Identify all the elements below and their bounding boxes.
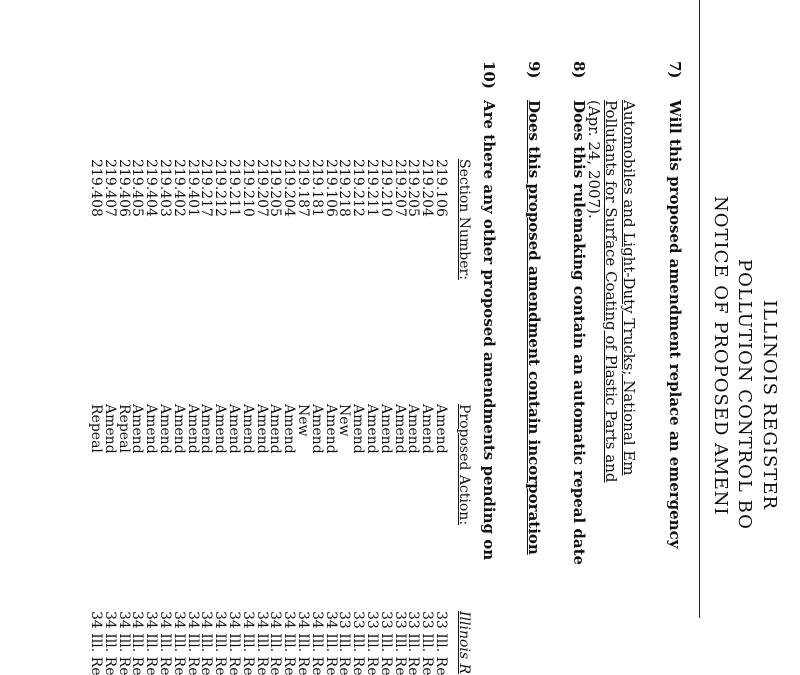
cell-proposed-action: Repeal (115, 404, 132, 453)
cell-proposed-action: Amend (157, 404, 173, 454)
question-8-number: 8) (570, 61, 588, 79)
cell-proposed-action: Amend (170, 404, 187, 454)
header-section-number: Section Number: (456, 159, 472, 280)
cell-section-number: 219.187 (295, 159, 311, 217)
question-7-number: 7) (666, 61, 684, 79)
cell-illinois-register: 34 Ill. Re (157, 611, 173, 675)
cell-proposed-action: New (336, 404, 353, 437)
cell-section-number: 219.407 (101, 159, 118, 217)
cell-section-number: 219.405 (129, 159, 146, 217)
cell-section-number: 219.205 (405, 159, 422, 217)
cell-illinois-register: 34 Ill. Re (322, 611, 339, 675)
cell-illinois-register: 34 Ill. Re (88, 611, 104, 675)
cell-illinois-register: 33 Ill. Re (336, 611, 353, 675)
paragraph-line-1: Automobiles and Light-Duty Trucks; National Em (620, 100, 638, 476)
cell-section-number: 219.406 (115, 159, 132, 217)
cell-section-number: 219.404 (143, 159, 160, 217)
cell-illinois-register: 33 Ill. Re (433, 611, 449, 675)
cell-proposed-action: New (295, 404, 311, 437)
cell-proposed-action: Amend (226, 404, 242, 454)
cell-illinois-register: 34 Ill. Re (239, 611, 256, 675)
cell-section-number: 219.181 (308, 159, 325, 217)
cell-proposed-action: Amend (281, 404, 298, 454)
cell-section-number: 219.403 (157, 159, 173, 217)
question-9-text: Does this proposed amendment contain incorporation (525, 100, 543, 555)
cell-section-number: 219.401 (184, 159, 201, 217)
header-illinois-register: Illinois R (456, 611, 472, 675)
cell-section-number: 219.106 (322, 159, 339, 217)
cell-proposed-action: Amend (101, 404, 118, 454)
cell-proposed-action: Amend (433, 404, 449, 454)
cell-section-number: 219.210 (377, 159, 394, 217)
cell-illinois-register: 34 Ill. Re (295, 611, 311, 675)
cell-section-number: 219.218 (336, 159, 353, 217)
cell-proposed-action: Amend (253, 404, 270, 454)
notice-title: NOTICE OF PROPOSED AMENI (710, 196, 731, 516)
cell-illinois-register: 34 Ill. Re (143, 611, 160, 675)
cell-section-number: 219.207 (391, 159, 408, 217)
cell-proposed-action: Amend (198, 404, 215, 454)
cell-illinois-register: 33 Ill. Re (377, 611, 394, 675)
cell-proposed-action: Repeal (88, 404, 104, 453)
cell-proposed-action: Amend (212, 404, 229, 454)
cell-proposed-action: Amend (267, 404, 284, 454)
cell-section-number: 219.207 (253, 159, 270, 217)
cell-illinois-register: 34 Ill. Re (253, 611, 270, 675)
cell-proposed-action: Amend (377, 404, 394, 454)
cell-illinois-register: 34 Ill. Re (308, 611, 325, 675)
question-7-text: Will this proposed amendment replace an emergency (666, 100, 684, 549)
cell-illinois-register: 33 Ill. Re (350, 611, 367, 675)
header-proposed-action: Proposed Action: (456, 404, 472, 526)
cell-illinois-register: 34 Ill. Re (129, 611, 146, 675)
cell-proposed-action: Amend (322, 404, 339, 454)
cell-proposed-action: Amend (184, 404, 201, 454)
cell-section-number: 219.212 (212, 159, 229, 217)
question-9-number: 9) (525, 61, 543, 79)
cell-section-number: 219.210 (239, 159, 256, 217)
cell-illinois-register: 34 Ill. Re (226, 611, 242, 675)
cell-section-number: 219.212 (350, 159, 367, 217)
paragraph-line-3: (Apr. 24, 2007). (585, 100, 603, 219)
cell-section-number: 219.205 (267, 159, 284, 217)
cell-illinois-register: 33 Ill. Re (405, 611, 422, 675)
cell-section-number: 219.211 (364, 159, 380, 217)
cell-illinois-register: 33 Ill. Re (364, 611, 380, 675)
cell-proposed-action: Amend (364, 404, 380, 454)
cell-section-number: 219.408 (88, 159, 104, 217)
question-8-text: Does this rulemaking contain an automatic repeal date (570, 100, 588, 566)
cell-illinois-register: 34 Ill. Re (170, 611, 187, 675)
cell-proposed-action: Amend (239, 404, 256, 454)
header-rule (699, 0, 700, 618)
paragraph-line-2: Pollutants for Surface Coating of Plastic Parts and (602, 100, 620, 483)
cell-illinois-register: 34 Ill. Re (281, 611, 298, 675)
cell-illinois-register: 33 Ill. Re (391, 611, 408, 675)
cell-section-number: 219.217 (198, 159, 215, 217)
question-10-number: 10) (480, 61, 498, 89)
cell-proposed-action: Amend (419, 404, 436, 454)
cell-proposed-action: Amend (391, 404, 408, 454)
cell-section-number: 219.204 (419, 159, 436, 217)
cell-proposed-action: Amend (129, 404, 146, 454)
cell-proposed-action: Amend (308, 404, 325, 454)
cell-illinois-register: 33 Ill. Re (419, 611, 436, 675)
cell-section-number: 219.211 (226, 159, 242, 217)
board-title: POLLUTION CONTROL BO (734, 259, 755, 530)
cell-section-number: 219.402 (170, 159, 187, 217)
cell-proposed-action: Amend (350, 404, 367, 454)
question-10-text: Are there any other proposed amendments pending on (480, 100, 498, 561)
cell-illinois-register: 34 Ill. Re (115, 611, 132, 675)
cell-illinois-register: 34 Ill. Re (198, 611, 215, 675)
cell-illinois-register: 34 Ill. Re (212, 611, 229, 675)
cell-section-number: 219.106 (433, 159, 449, 217)
register-title: ILLINOIS REGISTER (759, 300, 780, 511)
cell-illinois-register: 34 Ill. Re (184, 611, 201, 675)
cell-proposed-action: Amend (143, 404, 160, 454)
cell-section-number: 219.204 (281, 159, 298, 217)
cell-illinois-register: 34 Ill. Re (101, 611, 118, 675)
cell-illinois-register: 34 Ill. Re (267, 611, 284, 675)
cell-proposed-action: Amend (405, 404, 422, 454)
